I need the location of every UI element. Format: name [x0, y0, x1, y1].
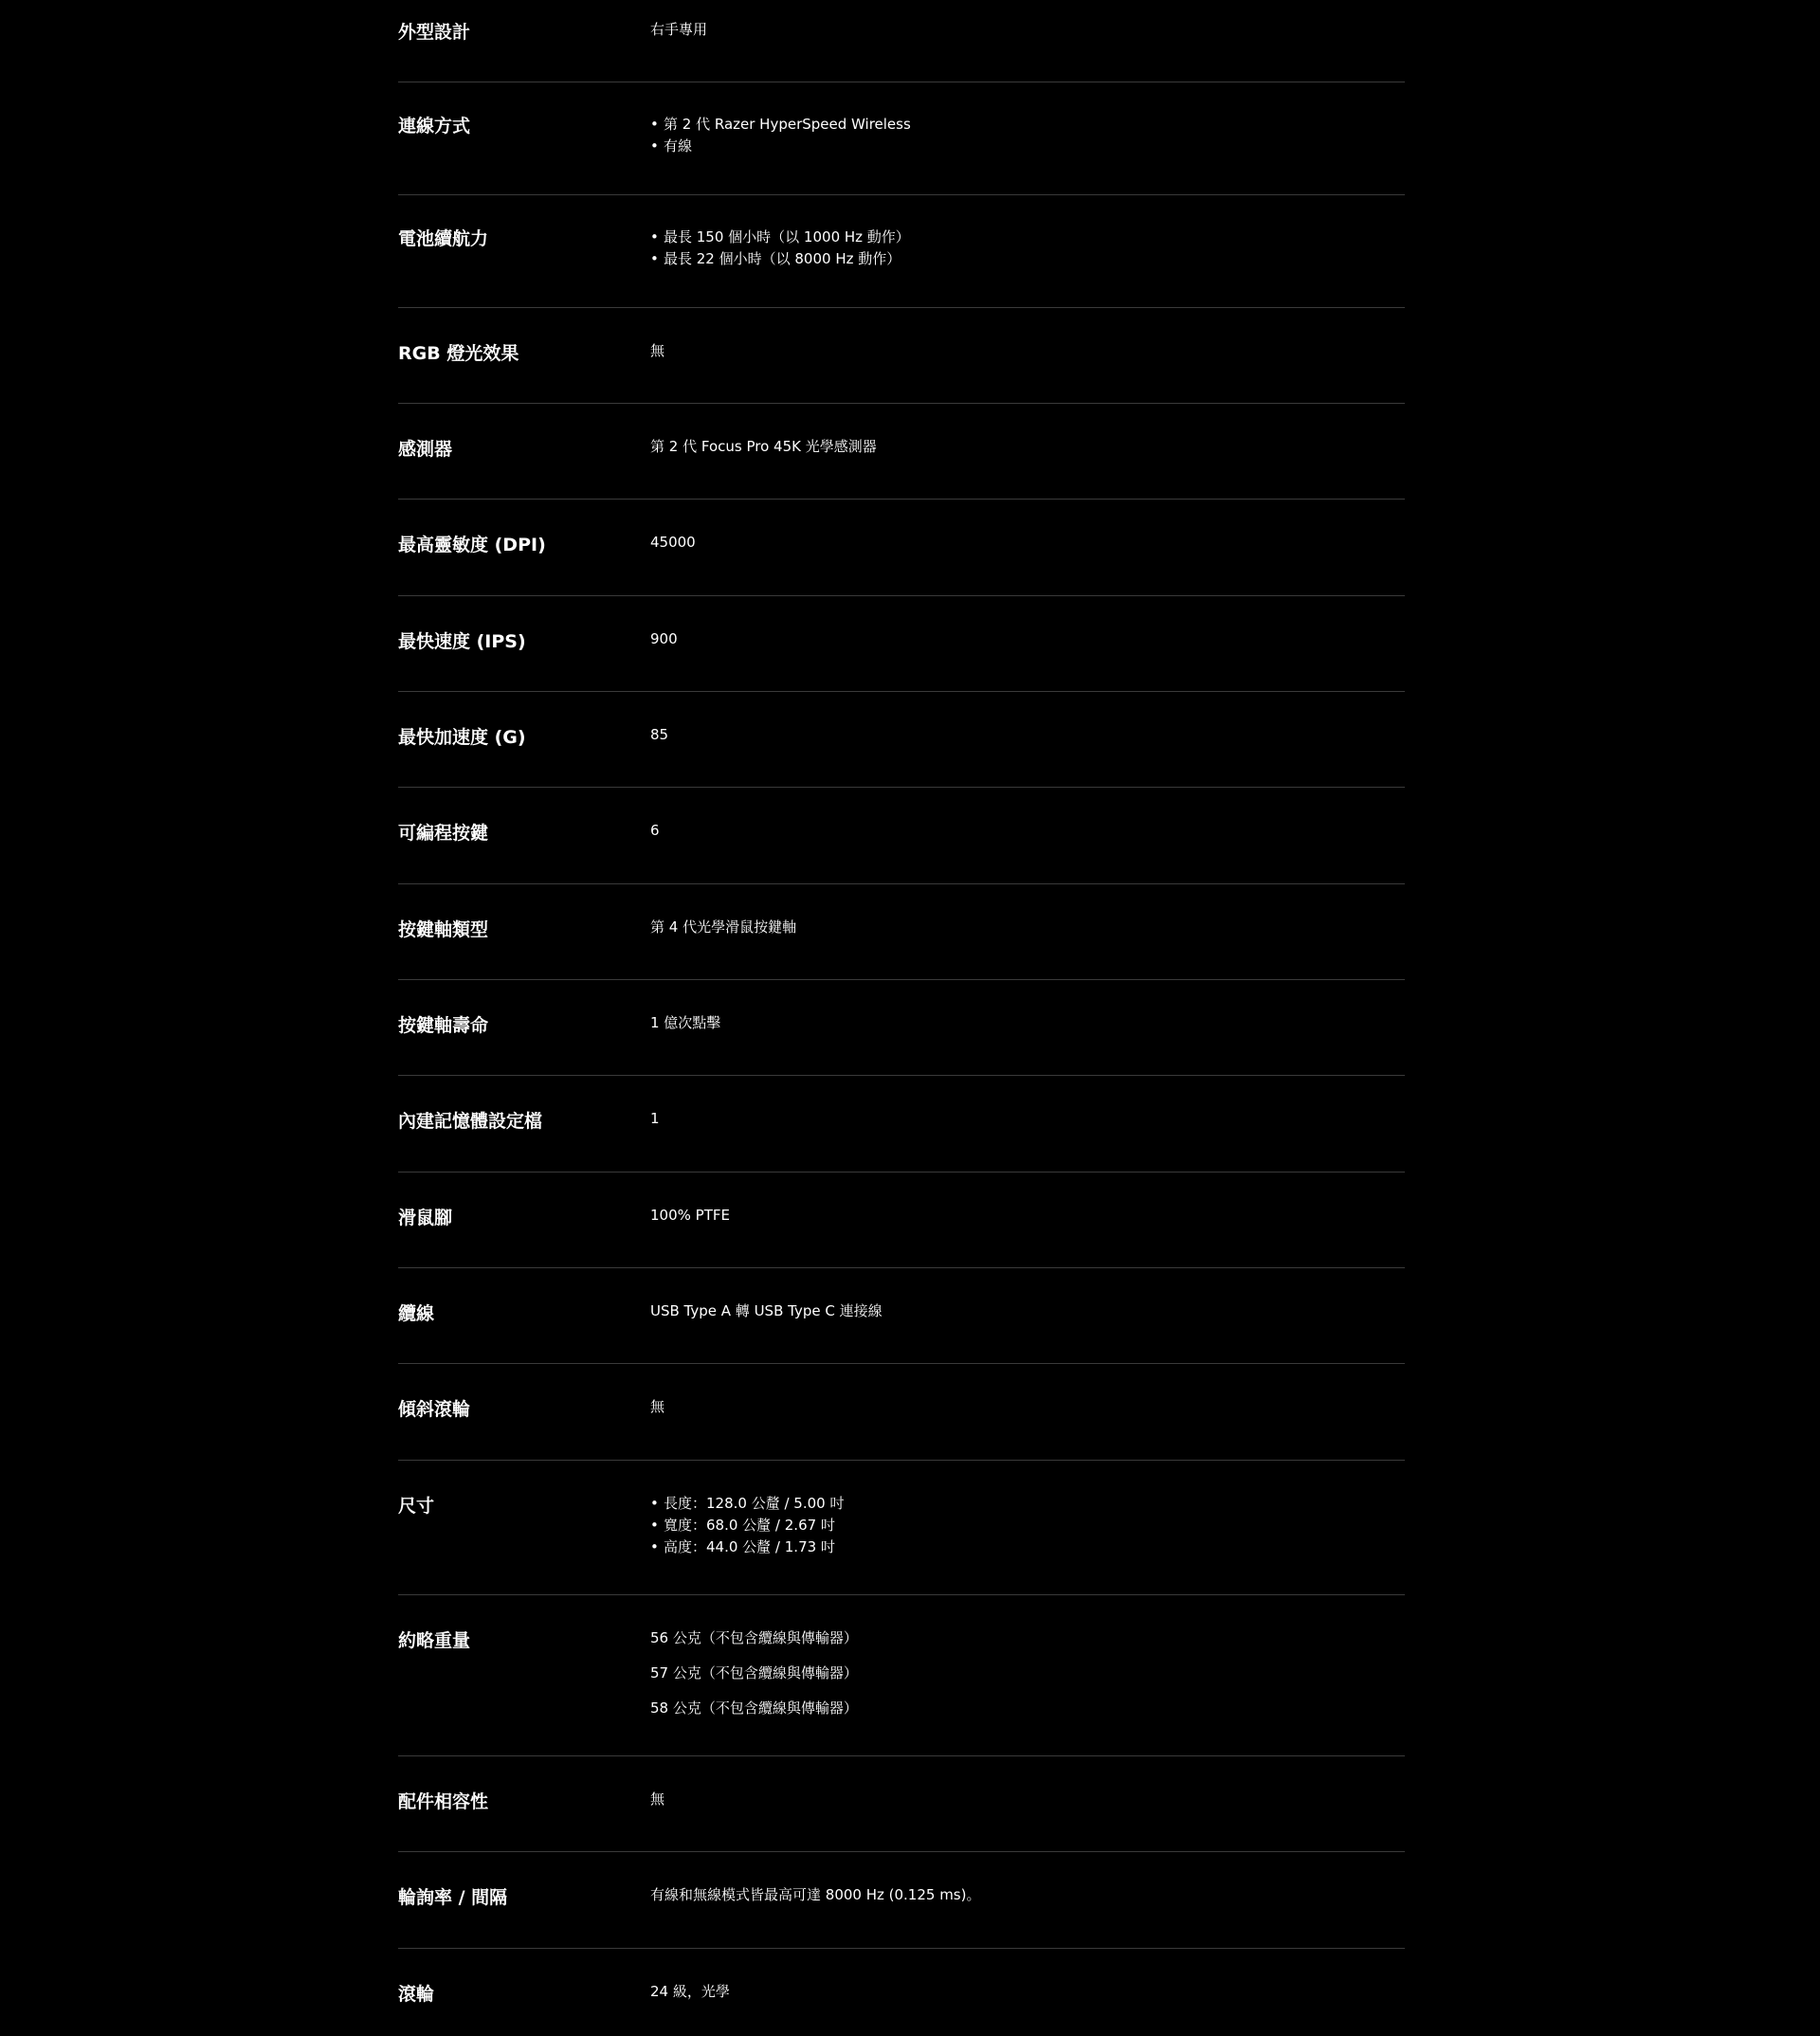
spec-table: [398, 0, 1405, 2034]
spec-value: 右手專用: [650, 21, 708, 38]
spec-value: [650, 82, 1405, 194]
weight-item: 58 公克（不包含纜線與傳輸器）: [650, 1700, 858, 1717]
spec-row-design: [398, 0, 1405, 82]
spec-label: 纜線: [398, 1303, 435, 1324]
spec-row-accessories: [398, 1756, 1405, 1852]
spec-row-connectivity: [398, 82, 1405, 195]
spec-label: 電池續航力: [398, 228, 489, 249]
spec-row-tilt-wheel: [398, 1364, 1405, 1461]
spec-label: 內建記憶體設定檔: [398, 1111, 543, 1132]
spec-row-dpi: [398, 500, 1405, 596]
spec-label: 最快速度 (IPS): [398, 631, 526, 652]
spec-row-sensor: [398, 404, 1405, 500]
spec-row-polling-rate: [398, 1852, 1405, 1949]
spec-label: 最快加速度 (G): [398, 727, 526, 748]
spec-value: 24 級，光學: [650, 1983, 730, 2000]
spec-label: 傾斜滾輪: [398, 1399, 471, 1420]
list-item: • 最長 22 個小時（以 8000 Hz 動作）: [664, 248, 1405, 270]
spec-label: 連線方式: [398, 116, 471, 136]
spec-value: 無: [650, 342, 665, 359]
spec-row-cable: [398, 1268, 1405, 1364]
spec-value: 900: [650, 630, 678, 647]
spec-value: 無: [650, 1398, 665, 1415]
list-item: • 高度：44.0 公釐 / 1.73 吋: [664, 1536, 1405, 1558]
spec-row-battery: [398, 195, 1405, 308]
spec-row-rgb: [398, 308, 1405, 404]
spec-value: 1: [650, 1110, 660, 1127]
spec-row-switch-life: [398, 980, 1405, 1076]
spec-label: RGB 燈光效果: [398, 343, 519, 364]
spec-label: 可編程按鍵: [398, 823, 489, 844]
spec-row-dimensions: [398, 1461, 1405, 1595]
list-item: • 長度：128.0 公釐 / 5.00 吋: [664, 1493, 1405, 1515]
spec-label: 最高靈敏度 (DPI): [398, 535, 546, 555]
spec-value: 有線和無線模式皆最高可達 8000 Hz (0.125 ms)。: [650, 1886, 981, 1903]
spec-row-memory: [398, 1076, 1405, 1173]
spec-label: 滑鼠腳: [398, 1208, 453, 1228]
spec-label: 約略重量: [398, 1630, 471, 1651]
spec-value: [650, 1595, 1405, 1755]
list-item: • 最長 150 個小時（以 1000 Hz 動作）: [664, 227, 1405, 248]
weight-item: 56 公克（不包含纜線與傳輸器）: [650, 1629, 858, 1646]
spec-value: 第 2 代 Focus Pro 45K 光學感測器: [650, 438, 877, 455]
spec-row-feet: [398, 1173, 1405, 1268]
spec-row-ips: [398, 596, 1405, 692]
spec-value: [650, 195, 1405, 307]
spec-value: 45000: [650, 534, 696, 551]
spec-label: 按鍵軸類型: [398, 919, 489, 940]
spec-row-scroll-wheel: [398, 1949, 1405, 2034]
spec-label: 滾輪: [398, 1984, 435, 2005]
spec-value: 85: [650, 726, 669, 743]
spec-label: 尺寸: [398, 1496, 435, 1517]
list-item: • 第 2 代 Razer HyperSpeed Wireless: [664, 114, 1405, 136]
spec-value: [650, 1461, 1405, 1594]
spec-label: 感測器: [398, 439, 453, 460]
spec-label: 輪詢率 / 間隔: [398, 1887, 508, 1908]
spec-label: 外型設計: [398, 22, 471, 43]
spec-value: 100% PTFE: [650, 1207, 730, 1224]
spec-value: 1 億次點擊: [650, 1014, 721, 1031]
list-item: • 有線: [664, 136, 1405, 157]
spec-row-switch-type: [398, 884, 1405, 980]
spec-value: 第 4 代光學滑鼠按鍵軸: [650, 918, 797, 936]
spec-value: 6: [650, 822, 660, 839]
spec-row-acceleration: [398, 692, 1405, 788]
spec-label: 按鍵軸壽命: [398, 1015, 489, 1036]
spec-row-buttons: [398, 788, 1405, 884]
weight-item: 57 公克（不包含纜線與傳輸器）: [650, 1664, 858, 1682]
spec-label: 配件相容性: [398, 1791, 489, 1812]
list-item: • 寬度：68.0 公釐 / 2.67 吋: [664, 1515, 1405, 1536]
spec-value: 無: [650, 1791, 665, 1808]
spec-row-weight: [398, 1595, 1405, 1756]
spec-value: USB Type A 轉 USB Type C 連接線: [650, 1302, 883, 1319]
